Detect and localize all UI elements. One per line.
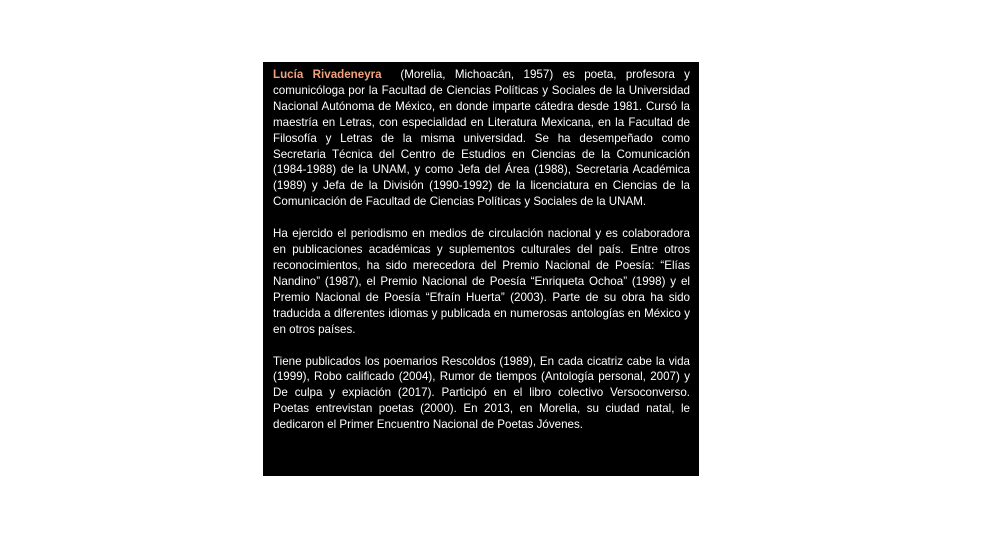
bio-paragraph-1-text: (Morelia, Michoacán, 1957) es poeta, profesora y comunicóloga por la Facultad de Ciencias Políticas y Sociales de la Universidad Nacional Autónoma de México, en donde imparte cátedra desde 1981. Cursó la maestría en Letras, con especialidad en Literatura Mexicana, en la Facultad de Filosofía y Letras de la misma universidad. Se ha desempeñado como Secretaria Técnica del Centro de Estudios en Ciencias de la Comunicación (1984-1988) de la UNAM, y como Jefa del Área (1988), Secretaria Académica (1989) y Jefa de la División (1990-1992) de la licenciatura en Ciencias de la Comunicación de Facultad de Ciencias Políticas y Sociales de la UNAM.	[273, 68, 690, 209]
bio-paragraph-2: Ha ejercido el periodismo en medios de circulación nacional y es colaboradora en publicaciones académicas y suplementos culturales del país. Entre otros reconocimientos, ha sido merecedora del Premio Nacional de Poesía: “Elías Nandino” (1987), el Premio Nacional de Poesía “Enriqueta Ochoa” (1998) y el Premio Nacional de Poesía “Efraín Huerta” (2003). Parte de su obra ha sido traducida a diferentes idiomas y publicada en numerosas antologías en México y en otros países.	[273, 227, 690, 336]
bio-paragraph-1	[273, 67, 690, 210]
biography-card	[263, 62, 699, 476]
author-name: Lucía Rivadeneyra	[273, 68, 382, 81]
bio-paragraph-3: Tiene publicados los poemarios Rescoldos (1989), En cada cicatriz cabe la vida (1999), Robo calificado (2004), Rumor de tiempos (Antología personal, 2007) y De culpa y expiación (2017). Participó en el libro colectivo Versoconverso. Poetas entrevistan poetas (2000). En 2013, en Morelia, su ciudad natal, le dedicaron el Primer Encuentro Nacional de Poetas Jóvenes.	[273, 354, 690, 432]
